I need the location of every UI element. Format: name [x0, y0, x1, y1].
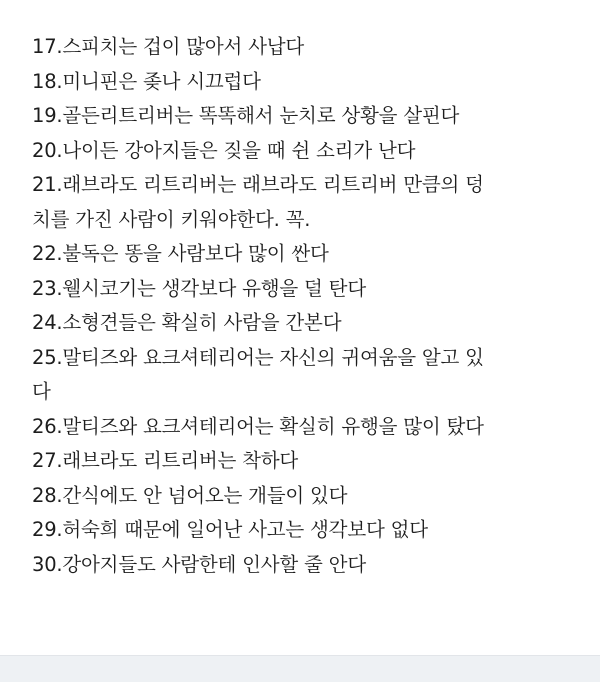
- text-line-29: 29.허숙희 때문에 일어난 사고는 생각보다 없다: [32, 518, 428, 541]
- text-line-21-continued: 치를 가진 사람이 키워야한다. 꼭.: [32, 207, 311, 231]
- text-line-25-continued: 다: [32, 380, 51, 403]
- bottom-bar: [0, 655, 600, 682]
- text-line-27: 27.래브라도 리트리버는 착하다: [32, 449, 299, 472]
- text-line-26: 26.말티즈와 요크셔테리어는 확실히 유행을 많이 탔다: [32, 414, 484, 438]
- text-line-18: 18.미니핀은 좆나 시끄럽다: [32, 69, 261, 93]
- text-line-30: 30.강아지들도 사람한테 인사할 줄 안다: [32, 552, 366, 576]
- text-line-24: 24.소형견들은 확실히 사람을 간본다: [32, 311, 342, 334]
- text-line-17: 17.스피치는 겁이 많아서 사납다: [32, 35, 305, 58]
- text-line-20: 20.나이든 강아지들은 짖을 때 쉰 소리가 난다: [32, 138, 416, 162]
- text-line-23: 23.웰시코기는 생각보다 유행을 덜 탄다: [32, 276, 366, 300]
- text-line-28: 28.간식에도 안 넘어오는 개들이 있다: [32, 483, 348, 507]
- numbered-text-list: [32, 30, 582, 582]
- text-line-21: 21.래브라도 리트리버는 래브라도 리트리버 만큼의 덩: [32, 173, 484, 196]
- text-line-25: 25.말티즈와 요크셔테리어는 자신의 귀여움을 알고 있: [32, 345, 484, 369]
- text-line-22: 22.불독은 똥을 사람보다 많이 싼다: [32, 242, 329, 265]
- text-line-19: 19.골든리트리버는 똑똑해서 눈치로 상황을 살핀다: [32, 104, 460, 127]
